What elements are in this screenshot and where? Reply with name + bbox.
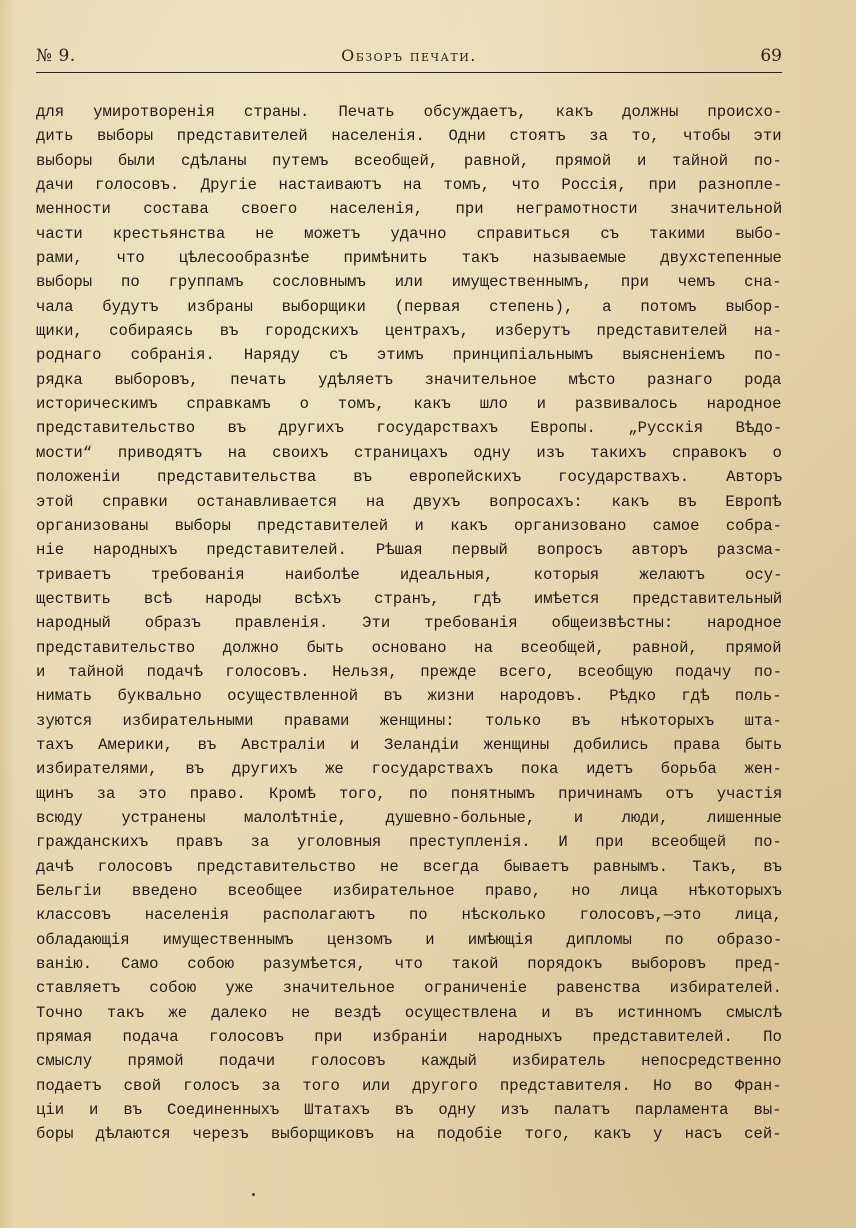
text-line: всюду устранены малолѣтніе, душевно-больные, и люди, лишенные (36, 808, 782, 827)
text-line: ніе народныхъ представителей. Рѣшая первый вопросъ авторъ разсма- (36, 541, 782, 560)
text-line: рядка выборовъ, печать удѣляетъ значительное мѣсто разнаго рода (36, 370, 782, 389)
running-header (36, 46, 782, 72)
text-line: мости“ приводятъ на своихъ страницахъ одну изъ такихъ справокъ о (36, 443, 782, 462)
text-line: нимать буквально осуществленной въ жизни народовъ. Рѣдко гдѣ поль- (36, 687, 782, 706)
text-line: менности состава своего населенія, при неграмотности значительной (36, 200, 782, 219)
text-line: зуются избирательными правами женщины: только въ нѣкоторыхъ шта- (36, 711, 782, 730)
text-line: Бельгіи введено всеобщее избирательное право, но лица нѣкоторыхъ (36, 882, 782, 900)
text-line: ціи и въ Соединенныхъ Штатахъ въ одну изъ палатъ парламента вы- (36, 1101, 782, 1120)
text-line: рами, что цѣлесообразнѣе примѣнить такъ называемые двухстепенные (36, 249, 782, 268)
text-line: избирателями, въ другихъ же государствахъ пока идетъ борьба жен- (36, 760, 782, 779)
text-line: выборы по группамъ сословнымъ или имущественнымъ, при чемъ сна- (36, 273, 782, 292)
text-line: выборы были сдѣланы путемъ всеобщей, равной, прямой и тайной по- (36, 151, 782, 170)
text-line: организованы выборы представителей и какъ организовано самое собра- (36, 516, 782, 535)
text-line: ванію. Само собою разумѣется, что такой порядокъ выборовъ пред- (36, 955, 782, 974)
text-line: положеніи представительства въ европейскихъ государствахъ. Авторъ (36, 468, 782, 487)
text-line: части крестьянства не можетъ удачно справиться съ такими выбо- (36, 224, 782, 243)
text-line: представительство въ другихъ государствахъ Европы. „Русскія Вѣдо- (36, 419, 782, 438)
header-rule (36, 72, 782, 73)
text-line: триваетъ требованія наиболѣе идеальныя, которыя желаютъ осу- (36, 565, 782, 584)
text-line: ществить всѣ народы всѣхъ странъ, гдѣ имѣется представительный (36, 589, 782, 608)
text-line: прямая подача голосовъ при избраніи народныхъ представителей. По (36, 1028, 782, 1047)
text-line: дачи голосовъ. Другіе настаиваютъ на томъ, что Россія, при разнопле- (36, 176, 782, 195)
text-line: народный образъ правленія. Эти требованія общеизвѣстны: народное (36, 614, 782, 633)
text-line: дачѣ голосовъ представительство не всегда бываетъ равнымъ. Такъ, въ (36, 857, 782, 876)
text-line: гражданскихъ правъ за уголовныя преступленія. И при всеобщей по- (36, 833, 782, 852)
text-line: и тайной подачѣ голосовъ. Нельзя, прежде всего, всеобщую подачу по- (36, 662, 782, 681)
text-line: ставляетъ собою уже значительное ограниченіе равенства избирателей. (36, 979, 782, 998)
text-line: чала будутъ избраны выборщики (первая степень), а потомъ выбор- (36, 297, 782, 316)
section-title: Обзоръ печати. (341, 46, 477, 65)
issue-number: № 9. (36, 46, 76, 66)
text-line: роднаго собранія. Наряду съ этимъ принципіальнымъ выясненіемъ по- (36, 346, 782, 365)
text-line: щики, собираясь въ городскихъ центрахъ, изберутъ представителей на- (36, 322, 782, 341)
text-line: дить выборы представителей населенія. Одни стоятъ за то, чтобы эти (36, 127, 782, 146)
text-line: для умиротворенія страны. Печать обсуждаетъ, какъ должны происхо- (36, 103, 782, 121)
text-line: историческимъ справкамъ о томъ, какъ шло и развивалось народное (36, 395, 782, 414)
text-line: обладающія имущественнымъ цензомъ и имѣющія дипломы по образо- (36, 930, 782, 949)
text-line: боры дѣлаются черезъ выборщиковъ на подобіе того, какъ у насъ сей- (36, 1125, 782, 1144)
body-text (36, 100, 782, 1147)
text-line: смыслу прямой подачи голосовъ каждый избиратель непосредственно (36, 1052, 782, 1071)
text-line: подаетъ свой голосъ за того или другого представителя. Но во Фран- (36, 1076, 782, 1095)
text-line: этой справки останавливается на двухъ вопросахъ: какъ въ Европѣ (36, 492, 782, 511)
ink-speck (252, 1193, 255, 1196)
text-line: Точно такъ же далеко не вездѣ осуществлена и въ истинномъ смыслѣ (36, 1003, 782, 1022)
text-line: тахъ Америки, въ Австраліи и Зеландіи женщины добились права быть (36, 735, 782, 754)
page-number: 69 (760, 46, 782, 66)
text-line: щинъ за это право. Кромѣ того, по понятнымъ причинамъ отъ участія (36, 784, 782, 803)
text-line: представительство должно быть основано на всеобщей, равной, прямой (36, 638, 782, 657)
text-line: классовъ населенія располагаютъ по нѣсколько голосовъ,—это лица, (36, 906, 782, 925)
